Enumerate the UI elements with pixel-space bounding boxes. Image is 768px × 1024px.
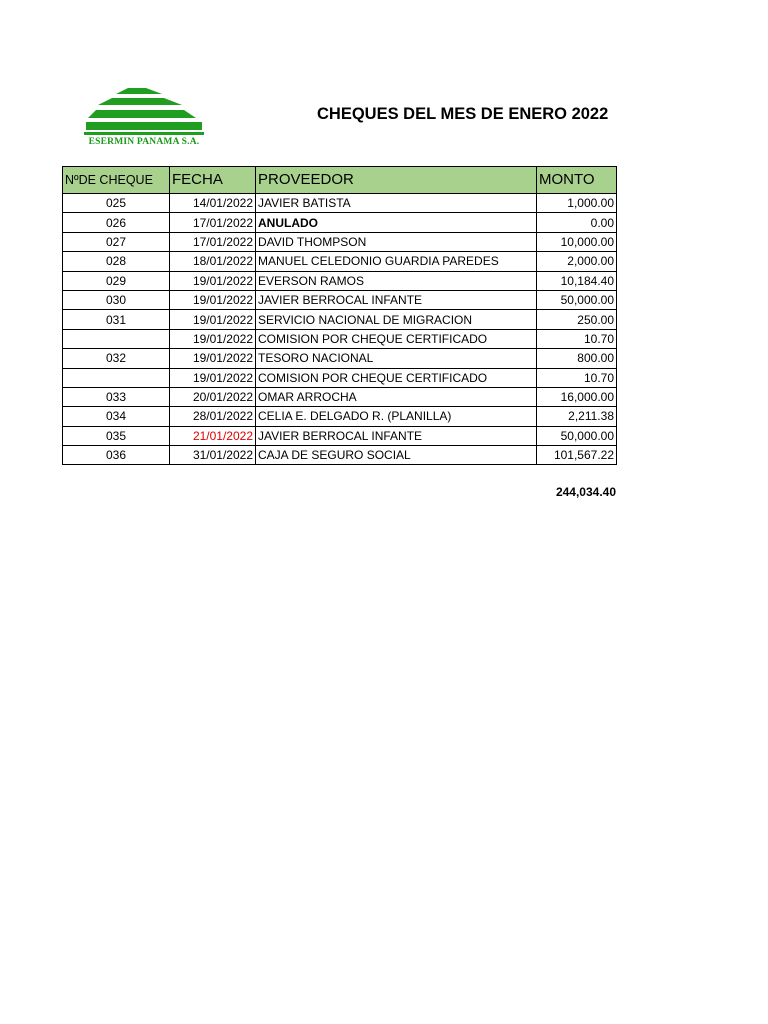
amount-cell: 10,184.40 [537, 271, 617, 290]
supplier-cell: OMAR ARROCHA [256, 387, 537, 406]
table-row [63, 252, 617, 271]
table-row [63, 194, 617, 213]
date-cell: 28/01/2022 [170, 407, 256, 426]
table-row [63, 387, 617, 406]
table-body [63, 194, 617, 465]
amount-cell: 10.70 [537, 368, 617, 387]
amount-cell: 250.00 [537, 310, 617, 329]
amount-cell: 2,211.38 [537, 407, 617, 426]
supplier-cell: DAVID THOMPSON [256, 232, 537, 251]
date-cell: 19/01/2022 [170, 368, 256, 387]
date-cell: 19/01/2022 [170, 290, 256, 309]
cheque-number-cell: 028 [63, 252, 170, 271]
supplier-cell: JAVIER BERROCAL INFANTE [256, 426, 537, 445]
amount-cell: 1,000.00 [537, 194, 617, 213]
cheque-number-cell [63, 329, 170, 348]
date-cell: 19/01/2022 [170, 349, 256, 368]
date-cell: 14/01/2022 [170, 194, 256, 213]
cheque-number-cell: 030 [63, 290, 170, 309]
table-row [63, 232, 617, 251]
date-cell: 19/01/2022 [170, 310, 256, 329]
table-row [63, 407, 617, 426]
table-row [63, 426, 617, 445]
amount-cell: 2,000.00 [537, 252, 617, 271]
supplier-cell: COMISION POR CHEQUE CERTIFICADO [256, 368, 537, 387]
cheque-number-cell: 029 [63, 271, 170, 290]
date-cell: 31/01/2022 [170, 446, 256, 465]
header-cheque-no: NºDE CHEQUE [63, 167, 170, 194]
company-logo [84, 80, 204, 156]
supplier-cell: CAJA DE SEGURO SOCIAL [256, 446, 537, 465]
amount-cell: 50,000.00 [537, 426, 617, 445]
date-cell: 19/01/2022 [170, 329, 256, 348]
header-proveedor: PROVEEDOR [256, 167, 537, 194]
date-cell: 17/01/2022 [170, 232, 256, 251]
table-row [63, 329, 617, 348]
amount-cell: 16,000.00 [537, 387, 617, 406]
amount-cell: 0.00 [537, 213, 617, 232]
grand-total: 244,034.40 [555, 485, 616, 499]
cheque-number-cell: 033 [63, 387, 170, 406]
page-title: CHEQUES DEL MES DE ENERO 2022 [317, 105, 609, 123]
date-cell: 19/01/2022 [170, 271, 256, 290]
supplier-cell: TESORO NACIONAL [256, 349, 537, 368]
cheques-table [62, 166, 617, 465]
cheque-number-cell: 031 [63, 310, 170, 329]
table-row [63, 310, 617, 329]
header-fecha: FECHA [170, 167, 256, 194]
cheque-number-cell: 025 [63, 194, 170, 213]
cheque-number-cell: 027 [63, 232, 170, 251]
table-row [63, 290, 617, 309]
date-cell: 18/01/2022 [170, 252, 256, 271]
supplier-cell: MANUEL CELEDONIO GUARDIA PAREDES [256, 252, 537, 271]
supplier-cell: JAVIER BERROCAL INFANTE [256, 290, 537, 309]
amount-cell: 10,000.00 [537, 232, 617, 251]
table-row [63, 349, 617, 368]
supplier-cell: SERVICIO NACIONAL DE MIGRACION [256, 310, 537, 329]
table-row [63, 368, 617, 387]
date-cell: 21/01/2022 [170, 426, 256, 445]
supplier-cell: CELIA E. DELGADO R. (PLANILLA) [256, 407, 537, 426]
table-row [63, 213, 617, 232]
cheque-number-cell: 035 [63, 426, 170, 445]
supplier-cell: ANULADO [256, 213, 537, 232]
amount-cell: 50,000.00 [537, 290, 617, 309]
cheque-number-cell [63, 368, 170, 387]
amount-cell: 10.70 [537, 329, 617, 348]
amount-cell: 101,567.22 [537, 446, 617, 465]
cheque-number-cell: 036 [63, 446, 170, 465]
cheque-number-cell: 032 [63, 349, 170, 368]
supplier-cell: COMISION POR CHEQUE CERTIFICADO [256, 329, 537, 348]
table-row [63, 446, 617, 465]
table-row [63, 271, 617, 290]
cheque-number-cell: 034 [63, 407, 170, 426]
header-monto: MONTO [537, 167, 617, 194]
pyramid-logo-icon [84, 80, 204, 138]
supplier-cell: EVERSON RAMOS [256, 271, 537, 290]
amount-cell: 800.00 [537, 349, 617, 368]
supplier-cell: JAVIER BATISTA [256, 194, 537, 213]
cheque-number-cell: 026 [63, 213, 170, 232]
date-cell: 17/01/2022 [170, 213, 256, 232]
company-name: ESERMIN PANAMA S.A. [88, 137, 200, 147]
table-header-row [63, 167, 617, 194]
date-cell: 20/01/2022 [170, 387, 256, 406]
